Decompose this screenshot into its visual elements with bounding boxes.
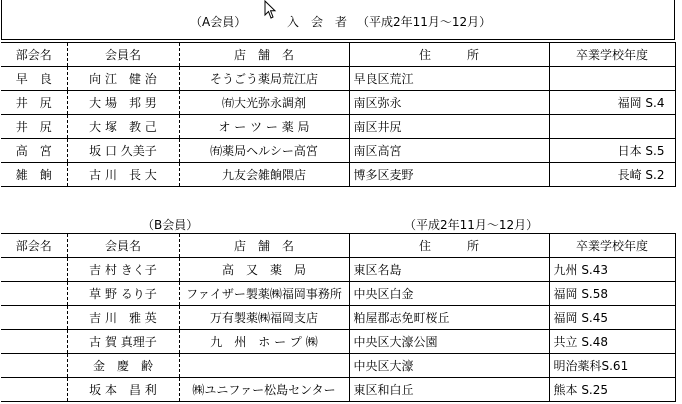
section-a-title-box xyxy=(1,0,675,40)
table-row xyxy=(1,354,675,378)
member-cell: 向 江 健 治 xyxy=(67,67,179,91)
branch-cell: 井 尻 xyxy=(1,115,67,139)
section-b-label: （B会員） xyxy=(142,218,199,232)
section-a-label: （A会員） xyxy=(190,15,247,29)
table-header-row xyxy=(1,43,675,67)
member-cell: 古 賀 真理子 xyxy=(67,330,179,354)
grad-cell xyxy=(549,115,675,139)
shop-cell: ㈲大光弥永調剤 xyxy=(179,91,349,115)
table-row xyxy=(1,330,675,354)
header-address: 住 所 xyxy=(349,43,549,67)
table-row xyxy=(1,282,675,306)
shop-cell: 九 州 ホ ー プ ㈱ xyxy=(179,330,349,354)
grad-cell: 九州 S.43 xyxy=(549,258,675,282)
shop-cell: 九友会雑餉隈店 xyxy=(179,163,349,187)
address-cell: 早良区荒江 xyxy=(349,67,549,91)
table-row xyxy=(1,163,675,187)
address-cell: 中央区大濠公園 xyxy=(349,330,549,354)
branch-cell xyxy=(1,378,67,402)
branch-cell xyxy=(1,330,67,354)
table-row xyxy=(1,139,675,163)
table-row xyxy=(1,306,675,330)
grad-cell: 福岡 S.58 xyxy=(549,282,675,306)
member-cell: 草 野 るり子 xyxy=(67,282,179,306)
header-member: 会員名 xyxy=(67,234,179,258)
member-cell: 大 塚 教 己 xyxy=(67,115,179,139)
grad-cell: 長崎 S.2 xyxy=(549,163,675,187)
branch-cell xyxy=(1,354,67,378)
section-b-table xyxy=(1,233,676,402)
table-header-row xyxy=(1,234,675,258)
table-row xyxy=(1,67,675,91)
member-cell: 大 場 邦 男 xyxy=(67,91,179,115)
branch-cell xyxy=(1,258,67,282)
grad-cell xyxy=(549,67,675,91)
address-cell: 東区名島 xyxy=(349,258,549,282)
branch-cell xyxy=(1,282,67,306)
branch-cell: 高 宮 xyxy=(1,139,67,163)
grad-cell: 熊本 S.25 xyxy=(549,378,675,402)
member-cell: 吉 川 雅 英 xyxy=(67,306,179,330)
header-member: 会員名 xyxy=(67,43,179,67)
table-row xyxy=(1,258,675,282)
header-branch: 部会名 xyxy=(1,234,67,258)
section-a-period: （平成2年11月～12月） xyxy=(357,15,492,29)
shop-cell: オ ー ツ ー 薬 局 xyxy=(179,115,349,139)
header-shop: 店 舗 名 xyxy=(179,234,349,258)
header-address: 住 所 xyxy=(349,234,549,258)
grad-cell: 福岡 S.45 xyxy=(549,306,675,330)
section-b-period: （平成2年11月～12月） xyxy=(404,218,539,232)
header-branch: 部会名 xyxy=(1,43,67,67)
address-cell: 南区弥永 xyxy=(349,91,549,115)
member-cell: 坂 本 昌 利 xyxy=(67,378,179,402)
header-shop: 店 舗 名 xyxy=(179,43,349,67)
address-cell: 博多区麦野 xyxy=(349,163,549,187)
table-row xyxy=(1,115,675,139)
member-cell: 古 川 長 大 xyxy=(67,163,179,187)
branch-cell: 雑 餉 xyxy=(1,163,67,187)
shop-cell: 万有製薬㈱福岡支店 xyxy=(179,306,349,330)
member-cell: 坂 口 久美子 xyxy=(67,139,179,163)
shop-cell: そうごう薬局荒江店 xyxy=(179,67,349,91)
branch-cell: 早 良 xyxy=(1,67,67,91)
mouse-cursor-icon xyxy=(264,0,278,20)
member-cell: 吉 村 きく子 xyxy=(67,258,179,282)
member-cell: 金 慶 齢 xyxy=(67,354,179,378)
shop-cell: ㈱ユニファー松島センター xyxy=(179,378,349,402)
address-cell: 中央区大濠 xyxy=(349,354,549,378)
grad-cell: 日本 S.5 xyxy=(549,139,675,163)
address-cell: 南区高宮 xyxy=(349,139,549,163)
section-a-heading: 入 会 者 xyxy=(287,15,348,29)
shop-cell xyxy=(179,354,349,378)
grad-cell: 共立 S.48 xyxy=(549,330,675,354)
address-cell: 南区井尻 xyxy=(349,115,549,139)
branch-cell: 井 尻 xyxy=(1,91,67,115)
shop-cell: ㈲薬局ヘルシー高宮 xyxy=(179,139,349,163)
address-cell: 中央区白金 xyxy=(349,282,549,306)
section-a-table xyxy=(1,42,676,187)
table-row xyxy=(1,91,675,115)
shop-cell: ファイザー製薬㈱福岡事務所 xyxy=(179,282,349,306)
header-grad: 卒業学校年度 xyxy=(549,43,675,67)
header-grad: 卒業学校年度 xyxy=(549,234,675,258)
branch-cell xyxy=(1,306,67,330)
grad-cell: 福岡 S.4 xyxy=(549,91,675,115)
address-cell: 東区和白丘 xyxy=(349,378,549,402)
table-row xyxy=(1,378,675,402)
shop-cell: 高 又 薬 局 xyxy=(179,258,349,282)
grad-cell: 明治薬科S.61 xyxy=(549,354,675,378)
address-cell: 粕屋郡志免町桜丘 xyxy=(349,306,549,330)
